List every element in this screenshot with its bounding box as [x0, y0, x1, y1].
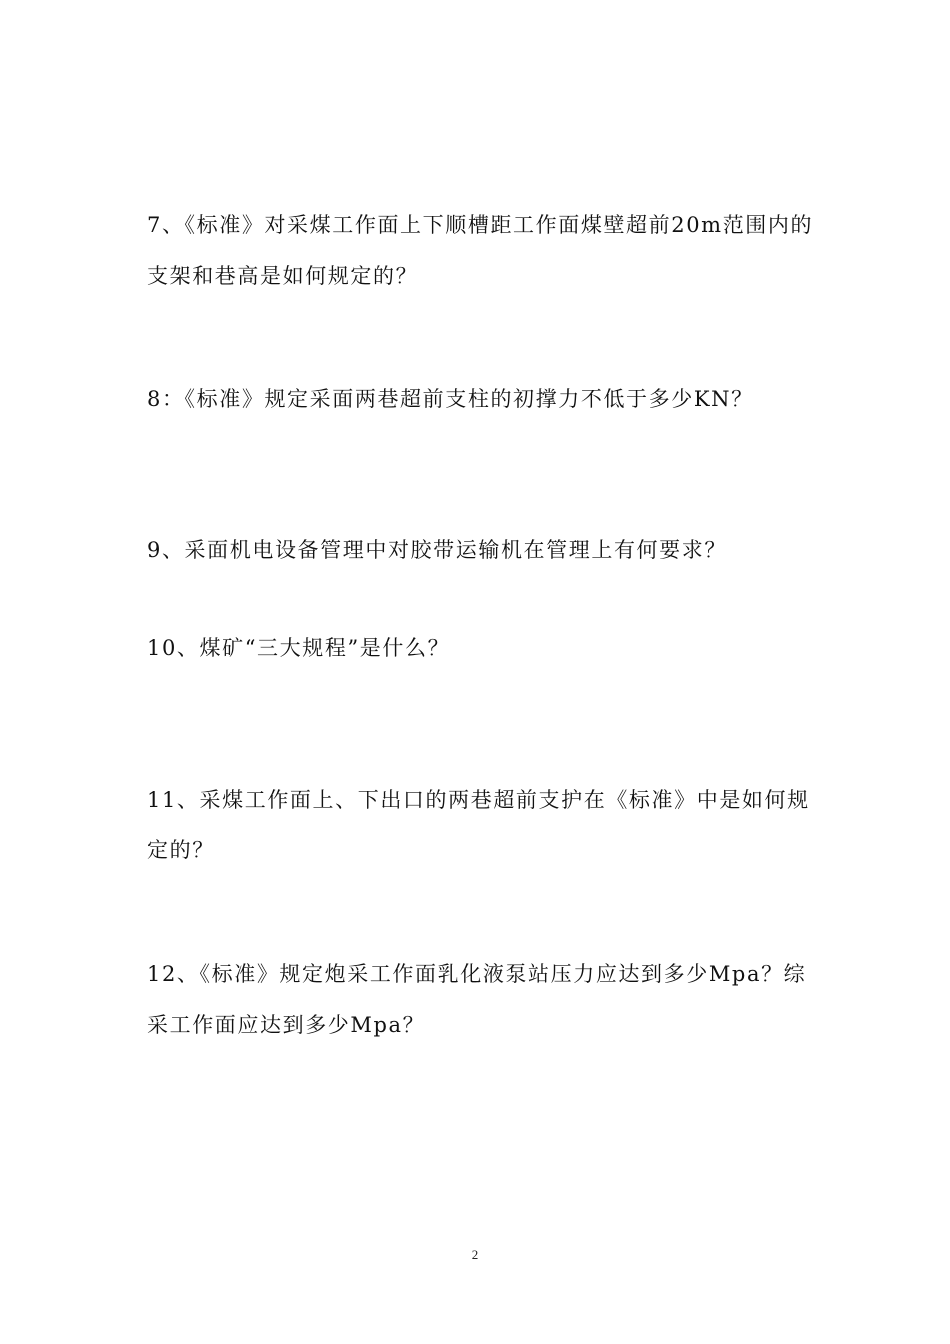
question-text-line: 9、采面机电设备管理中对胶带运输机在管理上有何要求？	[147, 538, 727, 562]
question-text-line: 采工作面应达到多少Mpa？	[147, 1013, 426, 1037]
question-text-line: 12、《标准》规定炮采工作面乳化液泵站压力应达到多少Mpa？综	[147, 962, 807, 986]
question-text-line: 8：《标准》规定采面两巷超前支柱的初撑力不低于多少KN？	[147, 387, 754, 411]
question-text-line: 7、《标准》对采煤工作面上下顺槽距工作面煤壁超前20m范围内的	[147, 213, 814, 237]
question-text-line: 10、煤矿“三大规程”是什么？	[147, 636, 451, 660]
question-text-line: 定的？	[147, 838, 215, 862]
question-text-line: 支架和巷高是如何规定的？	[147, 264, 419, 288]
page-number: 2	[471, 1247, 479, 1262]
question-text-line: 11、采煤工作面上、下出口的两巷超前支护在《标准》中是如何规	[147, 788, 810, 812]
